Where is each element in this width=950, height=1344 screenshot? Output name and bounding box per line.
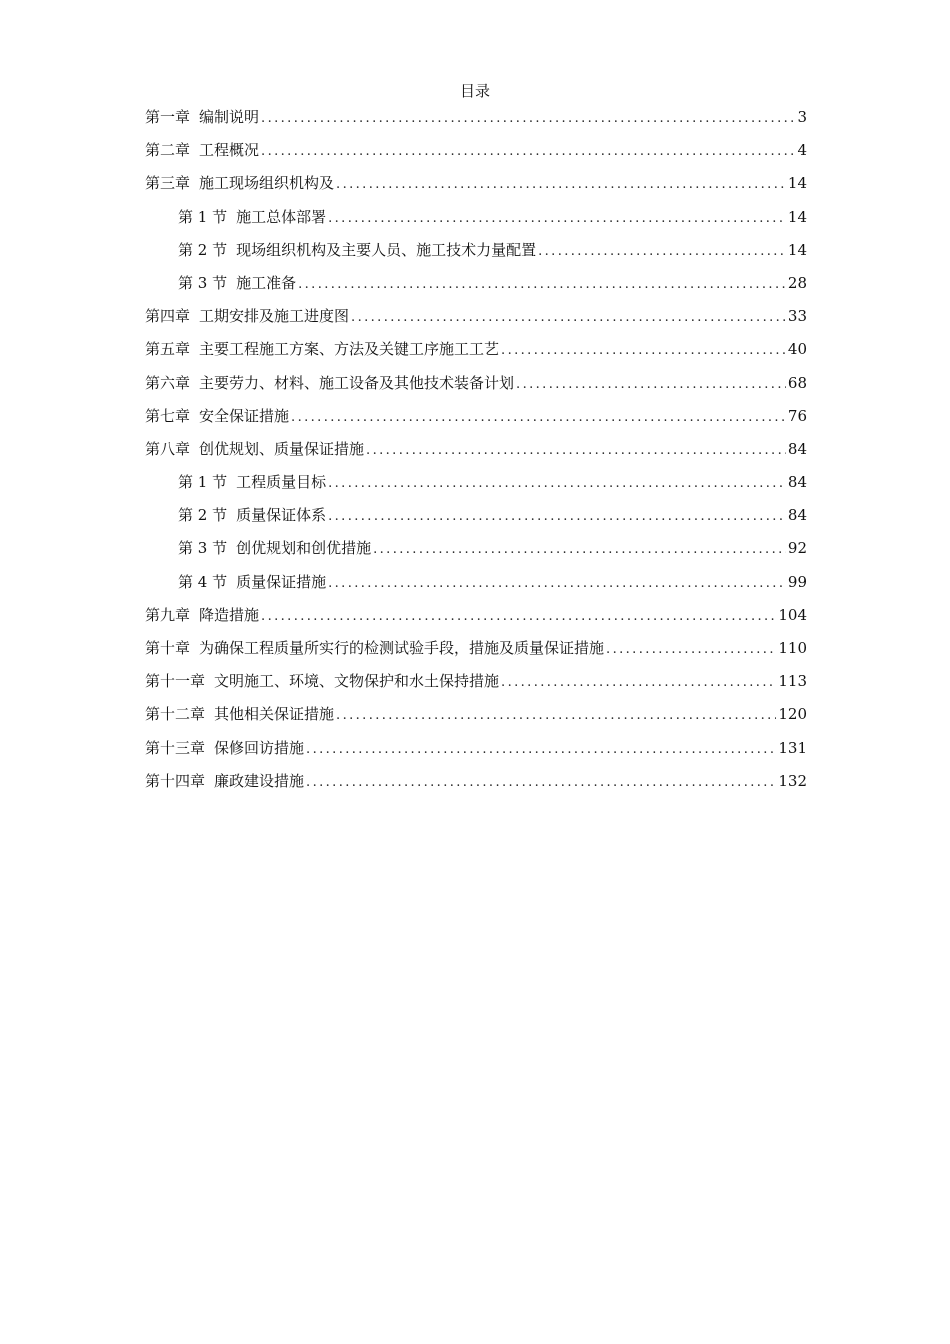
toc-section-entry[interactable] <box>145 272 807 305</box>
toc-page-number: 33 <box>787 307 807 326</box>
toc-entry-number: 第六章 <box>145 373 191 392</box>
toc-entry-title: 主要工程施工方案、方法及关键工序施工工艺 <box>199 340 500 359</box>
toc-page-number: 99 <box>787 572 807 591</box>
toc-entry-number: 第 4 节 <box>178 572 228 591</box>
toc-entry-label <box>178 206 326 228</box>
toc-entry-title: 文明施工、环境、文物保护和水土保持措施 <box>214 672 500 691</box>
toc-chapter-entry[interactable] <box>145 372 807 405</box>
toc-dot-leader <box>373 539 786 561</box>
toc-entry-label <box>145 305 349 327</box>
toc-dot-leader <box>328 573 786 595</box>
toc-chapter-entry[interactable] <box>145 139 807 172</box>
toc-entry-title: 工程质量目标 <box>236 473 327 492</box>
toc-dot-leader <box>351 307 786 329</box>
toc-page-number: 120 <box>778 705 807 724</box>
toc-dot-leader <box>336 705 776 727</box>
toc-entry-label <box>145 737 304 759</box>
table-of-contents <box>145 106 807 803</box>
toc-page-number: 28 <box>787 273 807 292</box>
toc-chapter-entry[interactable] <box>145 405 807 438</box>
toc-dot-leader <box>298 274 786 296</box>
toc-page-number: 76 <box>787 406 807 425</box>
toc-entry-number: 第七章 <box>145 406 191 425</box>
toc-entry-label <box>145 637 604 659</box>
toc-entry-number: 第 1 节 <box>178 473 228 492</box>
toc-entry-number: 第五章 <box>145 340 191 359</box>
toc-dot-leader <box>606 639 776 661</box>
toc-chapter-entry[interactable] <box>145 106 807 139</box>
toc-page-number: 14 <box>787 174 807 193</box>
toc-dot-leader <box>291 407 786 429</box>
toc-chapter-entry[interactable] <box>145 305 807 338</box>
toc-dot-leader <box>328 208 786 230</box>
toc-dot-leader <box>336 174 786 196</box>
toc-entry-number: 第九章 <box>145 605 191 624</box>
toc-chapter-entry[interactable] <box>145 172 807 205</box>
toc-dot-leader <box>261 108 795 130</box>
toc-entry-label <box>145 106 259 128</box>
toc-entry-number: 第十一章 <box>145 672 206 691</box>
toc-entry-label <box>178 272 296 294</box>
toc-section-entry[interactable] <box>145 471 807 504</box>
toc-entry-title: 廉政建设措施 <box>214 771 305 790</box>
toc-dot-leader <box>516 374 786 396</box>
toc-entry-title: 施工准备 <box>236 273 297 292</box>
toc-entry-label <box>145 139 259 161</box>
toc-chapter-entry[interactable] <box>145 637 807 670</box>
toc-entry-number: 第二章 <box>145 141 191 160</box>
toc-page-number: 84 <box>787 439 807 458</box>
toc-entry-title: 工期安排及施工进度图 <box>199 307 350 326</box>
toc-page-number: 92 <box>787 539 807 558</box>
toc-page-number: 40 <box>787 340 807 359</box>
toc-entry-number: 第十四章 <box>145 771 206 790</box>
toc-entry-title: 质量保证措施 <box>236 572 327 591</box>
toc-entry-title: 创优规划、质量保证措施 <box>199 439 365 458</box>
toc-dot-leader <box>306 739 776 761</box>
toc-chapter-entry[interactable] <box>145 338 807 371</box>
toc-entry-label <box>178 471 326 493</box>
toc-dot-leader <box>328 473 786 495</box>
toc-entry-label <box>145 338 499 360</box>
toc-dot-leader <box>366 440 786 462</box>
toc-entry-title: 现场组织机构及主要人员、施工技术力量配置 <box>236 240 537 259</box>
toc-dot-leader <box>538 241 786 263</box>
toc-page-number: 68 <box>787 373 807 392</box>
toc-dot-leader <box>501 672 776 694</box>
toc-page-number: 113 <box>778 672 807 691</box>
toc-chapter-entry[interactable] <box>145 670 807 703</box>
toc-entry-title: 工程概况 <box>199 141 260 160</box>
toc-entry-title: 编制说明 <box>199 108 260 126</box>
toc-chapter-entry[interactable] <box>145 703 807 736</box>
toc-entry-label <box>178 537 371 559</box>
toc-entry-title: 保修回访措施 <box>214 738 305 757</box>
toc-entry-title: 施工总体部署 <box>236 207 327 226</box>
toc-entry-label <box>178 239 536 261</box>
toc-entry-number: 第一章 <box>145 108 191 126</box>
toc-section-entry[interactable] <box>145 537 807 570</box>
toc-page-number: 132 <box>778 771 807 790</box>
toc-page-number: 4 <box>797 141 807 160</box>
toc-entry-number: 第 2 节 <box>178 240 228 259</box>
toc-entry-number: 第 3 节 <box>178 273 228 292</box>
toc-page-number: 14 <box>787 240 807 259</box>
toc-page-number: 14 <box>787 207 807 226</box>
toc-entry-number: 第十三章 <box>145 738 206 757</box>
toc-entry-title: 其他相关保证措施 <box>214 705 335 724</box>
toc-entry-number: 第三章 <box>145 174 191 193</box>
toc-page-number: 110 <box>778 639 807 657</box>
toc-entry-label <box>178 571 326 593</box>
toc-entry-label <box>145 604 259 626</box>
toc-entry-number: 第八章 <box>145 439 191 458</box>
toc-title: 目录 <box>459 82 490 100</box>
toc-dot-leader <box>261 141 795 163</box>
toc-section-entry[interactable] <box>145 206 807 239</box>
toc-entry-label <box>145 703 334 725</box>
toc-entry-title: 创优规划和创优措施 <box>236 539 372 558</box>
toc-page-number: 3 <box>797 108 807 126</box>
toc-page-number: 84 <box>787 473 807 492</box>
toc-chapter-entry[interactable] <box>145 770 807 803</box>
toc-entry-label <box>145 172 334 194</box>
toc-entry-title: 为确保工程质量所实行的检测试验手段，措施及质量保证措施 <box>199 639 605 657</box>
toc-dot-leader <box>328 506 786 528</box>
toc-dot-leader <box>501 340 786 362</box>
toc-chapter-entry[interactable] <box>145 438 807 471</box>
toc-page-number: 131 <box>778 738 807 757</box>
toc-chapter-entry[interactable] <box>145 737 807 770</box>
toc-entry-number: 第十章 <box>145 639 191 657</box>
toc-entry-label <box>145 770 304 792</box>
toc-section-entry[interactable] <box>145 239 807 272</box>
toc-section-entry[interactable] <box>145 571 807 604</box>
toc-entry-title: 安全保证措施 <box>199 406 290 425</box>
toc-entry-number: 第 2 节 <box>178 506 228 525</box>
toc-entry-label <box>145 438 364 460</box>
toc-entry-label <box>178 504 326 526</box>
toc-entry-number: 第十二章 <box>145 705 206 724</box>
toc-entry-label <box>145 372 514 394</box>
toc-entry-number: 第 1 节 <box>178 207 228 226</box>
toc-entry-title: 主要劳力、材料、施工设备及其他技术装备计划 <box>199 373 515 392</box>
toc-entry-title: 施工现场组织机构及 <box>199 174 335 193</box>
toc-chapter-entry[interactable] <box>145 604 807 637</box>
toc-page-number: 104 <box>778 605 807 624</box>
toc-page-number: 84 <box>787 506 807 525</box>
toc-entry-title: 质量保证体系 <box>236 506 327 525</box>
toc-entry-number: 第四章 <box>145 307 191 326</box>
toc-entry-number: 第 3 节 <box>178 539 228 558</box>
toc-section-entry[interactable] <box>145 504 807 537</box>
toc-entry-label <box>145 405 289 427</box>
toc-dot-leader <box>306 772 776 794</box>
toc-entry-title: 降造措施 <box>199 605 260 624</box>
toc-dot-leader <box>261 606 776 628</box>
toc-entry-label <box>145 670 499 692</box>
